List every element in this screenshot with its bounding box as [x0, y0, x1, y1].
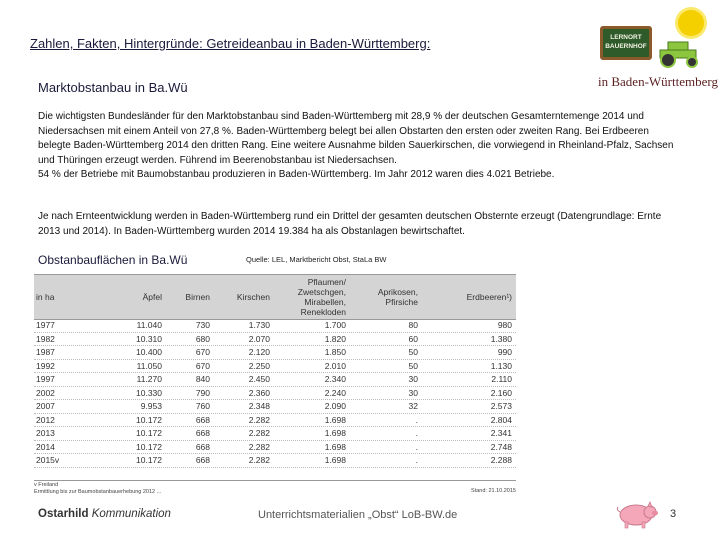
table-row — [34, 347, 516, 360]
table-cell: 670 — [195, 347, 210, 357]
table-cell: 668 — [195, 455, 210, 465]
table-cell: 10.400 — [136, 347, 162, 357]
table-cell: 30 — [408, 387, 418, 398]
orchard-area-table — [34, 274, 516, 496]
table-cell: 1.698 — [324, 455, 346, 465]
footer-center-text: Unterrichtsmaterialien „Obst“ LoB-BW.de — [258, 509, 458, 521]
table-cell: 30 — [408, 374, 418, 384]
table-cell: 60 — [408, 333, 418, 344]
table-cell: 2.010 — [324, 360, 346, 371]
table-row — [34, 374, 516, 387]
table-cell: 2.240 — [324, 387, 346, 398]
table-cell: 2013 — [36, 428, 55, 438]
table-cell: 2002 — [36, 387, 55, 398]
lernort-bauernhof-logo — [592, 6, 718, 98]
table-row — [34, 428, 516, 441]
table-cell: 1.698 — [324, 428, 346, 438]
column-header: Aprikosen, Pfirsiche — [377, 287, 418, 307]
table-cell: 10.330 — [136, 387, 162, 398]
table-cell: 50 — [408, 347, 418, 357]
footnote-line-2: Ermittlung bis zur Baumobstanbauerhebung 2012 ... — [34, 488, 162, 495]
table-row — [34, 415, 516, 428]
table-cell: 1.698 — [324, 441, 346, 452]
table-cell: 2.120 — [248, 347, 270, 357]
table-row — [34, 401, 516, 414]
table-header — [34, 274, 516, 320]
column-header: in ha — [36, 292, 55, 302]
pig-icon — [612, 500, 662, 530]
table-cell: 2.110 — [491, 374, 512, 384]
column-header: Pflaumen/ Zwetschgen, Mirabellen, Renekloden — [297, 277, 346, 317]
table-cell: 10.310 — [136, 333, 162, 344]
table-cell: 2.804 — [490, 414, 512, 425]
table-cell: 840 — [195, 374, 210, 384]
table-cell: 2015v — [36, 455, 60, 465]
table-row — [34, 334, 516, 347]
sun-icon — [678, 10, 704, 36]
table-cell: 80 — [408, 320, 418, 330]
table-cell: 1977 — [36, 320, 55, 330]
table-row — [34, 361, 516, 374]
table-cell: 2.340 — [324, 374, 346, 384]
table-cell: 2.450 — [248, 374, 270, 384]
table-cell: 680 — [195, 333, 210, 344]
section-heading: Marktobstanbau in Ba.Wü — [38, 80, 188, 95]
table-cell: 2.360 — [248, 387, 270, 398]
table-cell: 2.341 — [490, 428, 512, 438]
table-cell: 2.282 — [248, 441, 270, 452]
table-cell: 2.250 — [248, 360, 270, 371]
column-header: Birnen — [185, 292, 210, 302]
intro-text: Die wichtigsten Bundesländer für den Marktobstanbau sind Baden-Württemberg mit 28,9 % der deutschen Gesamterntemenge 2014 und Niedersachsen mit einem Anteil von 27,8 %. Baden-Württemberg belegt bei allen Obstarten den ersten oder zweiten Rang. Bei Erdbeeren belegte Baden-Württemberg 2014 den dritten Rang. Eine weitere Ausnahme bilden Sauerkirschen, die vorwiegend in Rheinland-Pfalz, Sachsen und Thüringen erzeugt werden. Führend im Beerenobstanbau ist Niedersachsen. — [38, 111, 674, 166]
brand-name: Ostarhild — [38, 508, 89, 520]
table-cell: 1982 — [36, 333, 55, 344]
table-cell: 2.748 — [490, 441, 512, 452]
table-row — [34, 388, 516, 401]
table-cell: 9.953 — [140, 401, 162, 411]
table-cell: 2.282 — [248, 428, 270, 438]
table-row — [34, 442, 516, 455]
table-cell: 670 — [195, 360, 210, 371]
table-cell: 2.573 — [490, 401, 512, 411]
column-header: Erdbeeren¹) — [466, 292, 512, 302]
table-row — [34, 455, 516, 468]
table-cell: 11.040 — [136, 320, 162, 330]
table-cell: 1.380 — [490, 333, 512, 344]
footnote-line-1: v Freiland — [34, 482, 59, 488]
table-cell: 668 — [195, 414, 210, 425]
table-cell: 2.160 — [490, 387, 512, 398]
brand-suffix: Kommunikation — [91, 508, 171, 520]
table-cell: 990 — [497, 347, 512, 357]
table-cell: . — [415, 441, 418, 452]
table-cell: 760 — [195, 401, 210, 411]
table-cell: 668 — [195, 441, 210, 452]
tractor-icon — [654, 38, 706, 68]
table-cell: 10.172 — [136, 441, 162, 452]
table-cell: 2012 — [36, 414, 55, 425]
table-cell: 2014 — [36, 441, 55, 452]
table-cell: 32 — [408, 401, 418, 411]
table-cell: 2.288 — [490, 455, 512, 465]
table-cell: . — [415, 455, 418, 465]
table-cell: 1.820 — [324, 333, 346, 344]
table-row — [34, 320, 516, 333]
logo-tagline: in Baden-Württemberg — [598, 74, 718, 89]
table-cell: 2.282 — [248, 414, 270, 425]
logo-sign-line2: BAUERNHOF — [605, 43, 647, 50]
table-cell: 2.070 — [248, 333, 270, 344]
source-note: Quelle: LEL, Marktbericht Obst, StaLa BW — [246, 255, 387, 264]
table-cell: . — [415, 428, 418, 438]
table-cell: 1997 — [36, 374, 55, 384]
table-cell: 10.172 — [136, 455, 162, 465]
table-cell: 2.090 — [324, 401, 346, 411]
column-header: Äpfel — [142, 292, 162, 302]
table-cell: 2.282 — [248, 455, 270, 465]
page-title: Zahlen, Fakten, Hintergründe: Getreideanbau in Baden-Württemberg: — [30, 36, 431, 51]
table-cell: 2.348 — [248, 401, 270, 411]
logo-sign-line1: LERNORT — [610, 34, 642, 41]
table-cell: 1.700 — [324, 320, 346, 330]
logo-sign — [600, 26, 652, 60]
table-cell: 668 — [195, 428, 210, 438]
table-title: Obstanbauflächen in Ba.Wü — [38, 253, 188, 267]
harvest-paragraph: Je nach Ernteentwicklung werden in Baden-Württemberg rund ein Drittel der gesamten deutschen Obsternte erzeugt (Datengrundlage: Ernte 2013 und 2014). In Baden-Württemberg wurden 2014 19.384 ha als Obstanlagen bewirtschaftet. — [38, 211, 662, 237]
table-cell: 50 — [408, 360, 418, 371]
table-cell: 790 — [195, 387, 210, 398]
table-cell: 10.172 — [136, 414, 162, 425]
table-footnote — [34, 480, 516, 495]
intro-paragraph — [38, 110, 678, 183]
intro-text-2: 54 % der Betriebe mit Baumobstanbau produzieren in Baden-Württemberg. Im Jahr 2012 waren dies 4.021 Betriebe. — [38, 169, 555, 181]
table-cell: 2007 — [36, 401, 55, 411]
table-cell: 1.698 — [324, 414, 346, 425]
page-number: 3 — [670, 508, 677, 520]
table-cell: 1987 — [36, 347, 55, 357]
column-header: Kirschen — [236, 292, 270, 302]
table-cell: 1992 — [36, 360, 55, 371]
table-cell: 11.270 — [136, 374, 162, 384]
table-cell: 980 — [497, 320, 512, 330]
table-stand-date: Stand: 21.10.2015 — [471, 488, 516, 494]
table-cell: 1.850 — [324, 347, 346, 357]
table-cell: . — [415, 414, 418, 425]
table-cell: 730 — [195, 320, 210, 330]
table-cell: 1.730 — [248, 320, 270, 330]
table-cell: 11.050 — [136, 360, 162, 371]
table-cell: 10.172 — [136, 428, 162, 438]
table-cell: 1.130 — [490, 360, 512, 371]
footer-brand — [38, 508, 171, 520]
